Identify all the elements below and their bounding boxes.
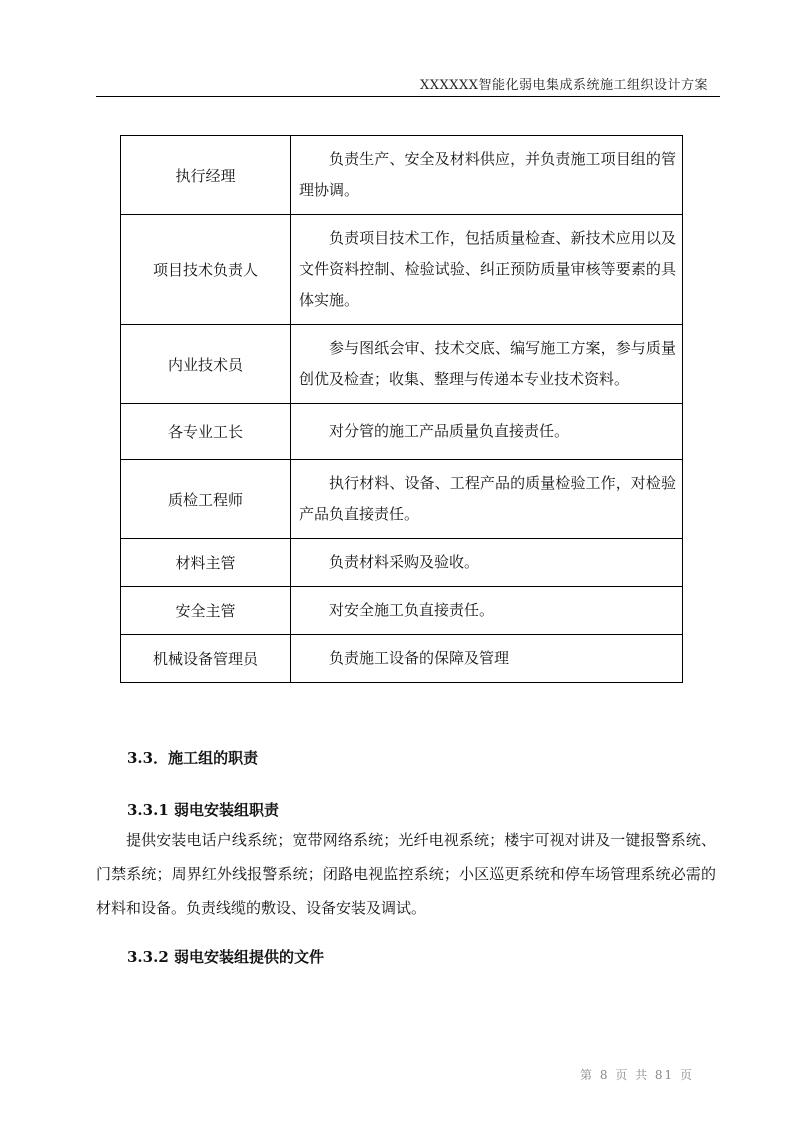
table-row <box>121 215 683 325</box>
table-row <box>121 136 683 215</box>
table-cell-role: 内业技术员 <box>121 325 291 404</box>
table-cell-role: 项目技术负责人 <box>121 215 291 325</box>
table-row <box>121 460 683 539</box>
table-row <box>121 587 683 635</box>
table-cell-role: 材料主管 <box>121 539 291 587</box>
table-cell-role: 质检工程师 <box>121 460 291 539</box>
table-cell-duty: 执行材料、设备、工程产品的质量检验工作，对检验产品负直接责任。 <box>291 460 683 539</box>
table-cell-duty: 负责材料采购及验收。 <box>291 539 683 587</box>
subsection-body-1: 提供安装电话户线系统；宽带网络系统；光纤电视系统；楼宇可视对讲及一键报警系统、门禁系统；周界红外线报警系统；闭路电视监控系统；小区巡更系统和停车场管理系统必需的材料和设备。负责线缆的敷设、设备安装及调试。 <box>96 831 716 917</box>
header-title: XXXXXX智能化弱电集成系统施工组织设计方案 <box>419 78 708 93</box>
duties-table <box>120 135 683 683</box>
page-number: 第 8 页 共 81 页 <box>580 1068 694 1082</box>
table-row <box>121 404 683 460</box>
page-header <box>96 74 720 97</box>
table-row <box>121 539 683 587</box>
table-cell-role: 各专业工长 <box>121 404 291 460</box>
table-cell-role: 安全主管 <box>121 587 291 635</box>
subsection-heading-1: 3.3.1 弱电安装组职责 <box>127 801 279 819</box>
table-cell-duty: 对分管的施工产品质量负直接责任。 <box>291 404 683 460</box>
table-cell-duty: 负责生产、安全及材料供应，并负责施工项目组的管理协调。 <box>291 136 683 215</box>
table-row <box>121 635 683 683</box>
table-cell-duty: 负责施工设备的保障及管理 <box>291 635 683 683</box>
section-heading: 3.3．施工组的职责 <box>127 749 259 767</box>
table-cell-role: 执行经理 <box>121 136 291 215</box>
table-cell-role: 机械设备管理员 <box>121 635 291 683</box>
table-cell-duty: 负责项目技术工作，包括质量检查、新技术应用以及文件资料控制、检验试验、纠正预防质量审核等要素的具体实施。 <box>291 215 683 325</box>
table-cell-duty: 对安全施工负直接责任。 <box>291 587 683 635</box>
subsection-heading-2: 3.3.2 弱电安装组提供的文件 <box>127 948 324 966</box>
table-cell-duty: 参与图纸会审、技术交底、编写施工方案，参与质量创优及检查；收集、整理与传递本专业技术资料。 <box>291 325 683 404</box>
table-row <box>121 325 683 404</box>
